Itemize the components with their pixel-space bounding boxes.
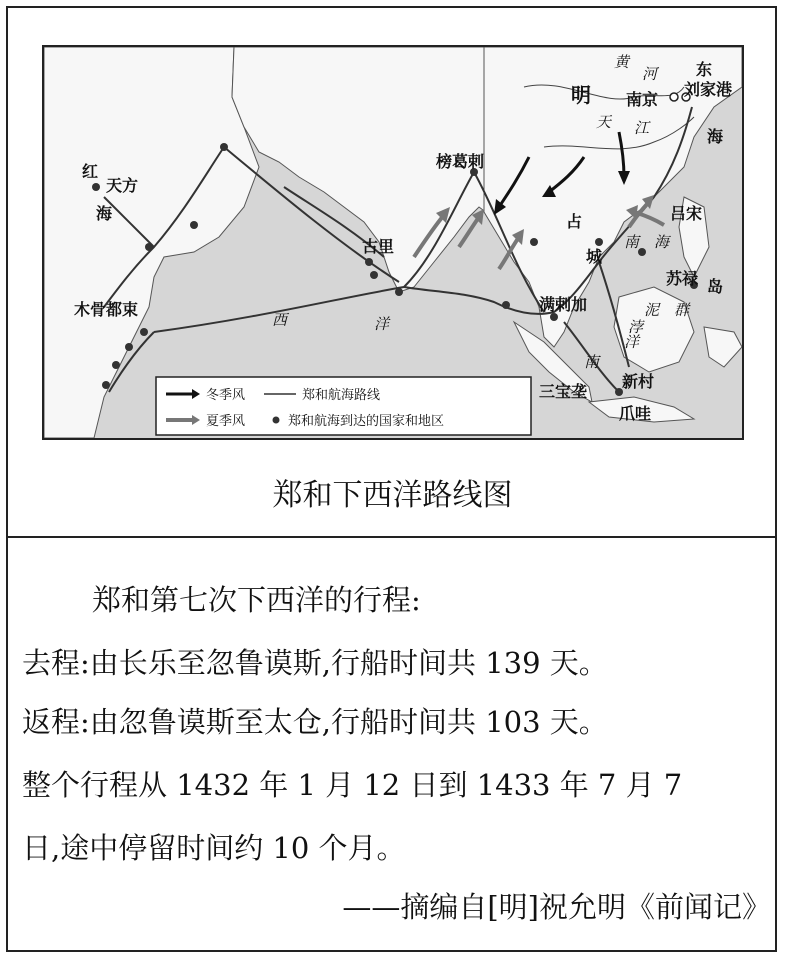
label-sanbaolong: 三宝垄 (539, 382, 588, 401)
section-divider (6, 536, 777, 538)
label-xi: 西 (272, 311, 288, 329)
port-dot (595, 238, 603, 246)
label-mugudushu: 木骨都束 (74, 300, 139, 319)
legend-stop-dot (273, 417, 280, 424)
label-east-sea: 海 (707, 127, 724, 146)
label-lvsong: 吕宋 (670, 204, 703, 223)
label-yang-small: 洋 (624, 333, 640, 351)
port-dot (530, 238, 538, 246)
legend-stops: 郑和航海到达的国家和地区 (288, 414, 445, 429)
legend-winter: 冬季风 (206, 388, 246, 403)
nanjing-ring (670, 93, 678, 101)
label-xincun: 新村 (622, 372, 655, 391)
passage-duration-2: 日,途中停留时间约 10 个月。 (22, 831, 406, 865)
label-tian: 天 (596, 113, 612, 131)
port-dot (502, 301, 510, 309)
label-sulu-1: 苏禄 (666, 269, 699, 288)
passage-duration-1: 整个行程从 1432 年 1 月 12 日到 1433 年 7 月 7 (22, 768, 683, 802)
port-dot (190, 221, 198, 229)
label-nanhai-2: 海 (654, 233, 670, 251)
passage-outbound: 去程:由长乐至忽鲁谟斯,行船时间共 139 天。 (22, 646, 608, 680)
passage-source: ——摘编自[明]祝允明《前闻记》 (342, 890, 771, 924)
port-dot (220, 143, 228, 151)
label-zhancheng-2: 城 (586, 247, 603, 266)
label-red-sea-1: 红 (82, 162, 99, 181)
label-huang: 黄 (614, 53, 630, 71)
port-dot (125, 343, 133, 351)
label-boni-1: 浡 (628, 318, 644, 336)
legend-summer: 夏季风 (206, 414, 246, 429)
port-dot (145, 243, 153, 251)
label-he: 河 (642, 65, 658, 83)
label-guli: 古里 (362, 237, 395, 256)
map-svg (44, 47, 742, 438)
label-dong: 东 (696, 60, 713, 79)
label-zhancheng-1: 占 (566, 212, 583, 231)
port-dot (92, 183, 100, 191)
label-nanhai-1: 南 (624, 233, 640, 251)
label-red-sea-2: 海 (96, 204, 113, 223)
port-dot (140, 328, 148, 336)
label-tianfang: 天方 (106, 176, 139, 195)
legend-route: 郑和航海路线 (302, 388, 381, 403)
port-dot (365, 258, 373, 266)
label-nan-small: 南 (584, 353, 600, 371)
label-yang: 洋 (374, 315, 390, 333)
passage-title: 郑和第七次下西洋的行程: (92, 583, 421, 617)
port-dot (102, 381, 110, 389)
label-nanjing: 南京 (626, 90, 659, 109)
map-legend (156, 377, 531, 435)
passage-return: 返程:由忽鲁谟斯至太仓,行船时间共 103 天。 (22, 705, 608, 739)
label-zhuawa: 爪哇 (619, 404, 652, 423)
label-ming: 明 (571, 83, 591, 107)
port-dot (395, 288, 403, 296)
port-dot (370, 271, 378, 279)
label-boni-2: 泥 (644, 301, 660, 319)
label-manlajia: 满剌加 (539, 295, 588, 314)
label-sulu-2: 岛 (707, 277, 724, 296)
label-jiang: 江 (634, 119, 650, 137)
map-caption: 郑和下西洋路线图 (272, 478, 513, 513)
label-liujiagang: 刘家港 (684, 80, 733, 99)
route-map (42, 45, 744, 440)
label-boni-3: 群 (674, 301, 690, 319)
label-bangeela: 榜葛剌 (436, 152, 485, 171)
port-dot (638, 248, 646, 256)
port-dot (112, 361, 120, 369)
port-dot (550, 313, 558, 321)
